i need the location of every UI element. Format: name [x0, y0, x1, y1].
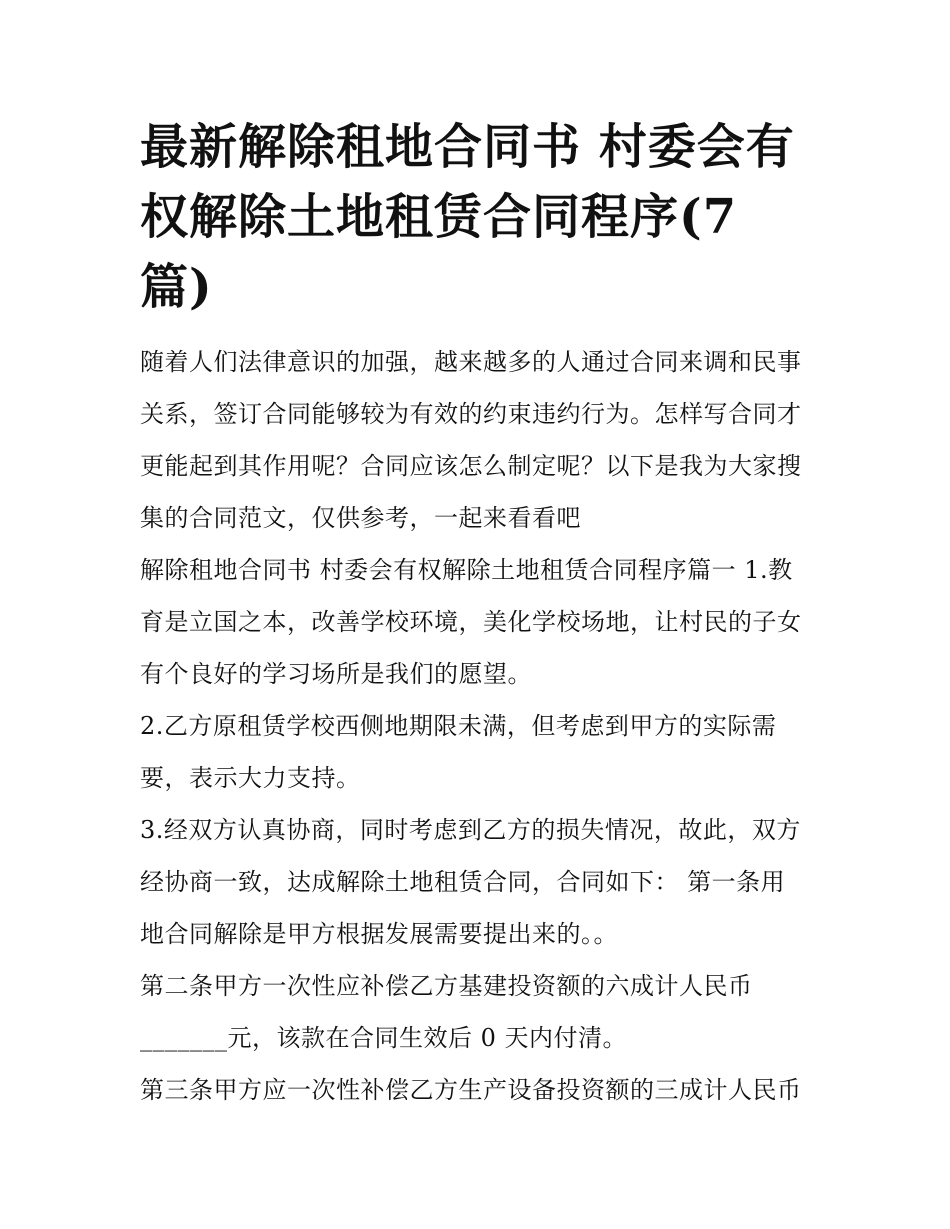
text-line: 育是立国之本，改善学校环境，美化学校场地，让村民的子女	[140, 608, 802, 636]
text-line: 有个良好的学习场所是我们的愿望。	[140, 660, 532, 688]
text-line: 关系，签订合同能够较为有效的约束违约行为。怎样写合同才	[140, 400, 802, 428]
intro-paragraph	[140, 336, 820, 544]
text-line: 随着人们法律意识的加强，越来越多的人通过合同来调和民事	[140, 348, 802, 376]
text-line: 更能起到其作用呢？合同应该怎么制定呢？以下是我为大家搜	[140, 452, 802, 480]
text-line: 第二条甲方一次性应补偿乙方基建投资额的六成计人民币	[140, 972, 753, 1000]
item-three-paragraph	[140, 804, 820, 960]
document-content	[140, 112, 820, 1116]
text-line: 第三条甲方应一次性补偿乙方生产设备投资额的三成计人民币	[140, 1076, 802, 1104]
text-line: 集的合同范文，仅供参考，一起来看看吧	[140, 504, 581, 532]
text-line: 2.乙方原租赁学校西侧地期限未满，但考虑到甲方的实际需	[140, 712, 777, 740]
text-line: _______元，该款在合同生效后 0 天内付清。	[140, 1024, 628, 1052]
document-title	[140, 112, 820, 322]
title-line: 篇)	[140, 259, 213, 315]
title-line: 最新解除租地合同书 村委会有	[140, 119, 795, 175]
article-two-paragraph	[140, 960, 820, 1064]
text-line: 解除租地合同书 村委会有权解除土地租赁合同程序篇一 1.教	[140, 556, 793, 584]
text-line: 经协商一致，达成解除土地租赁合同，合同如下： 第一条用	[140, 868, 786, 896]
text-line: 要，表示大力支持。	[140, 764, 361, 792]
title-line: 权解除土地租赁合同程序(7	[140, 189, 738, 245]
text-line: 3.经双方认真协商，同时考虑到乙方的损失情况，故此，双方	[140, 816, 801, 844]
section-one-paragraph	[140, 544, 820, 700]
item-two-paragraph	[140, 700, 820, 804]
text-line: 地合同解除是甲方根据发展需要提出来的。。	[140, 920, 618, 948]
article-three-paragraph	[140, 1064, 820, 1116]
